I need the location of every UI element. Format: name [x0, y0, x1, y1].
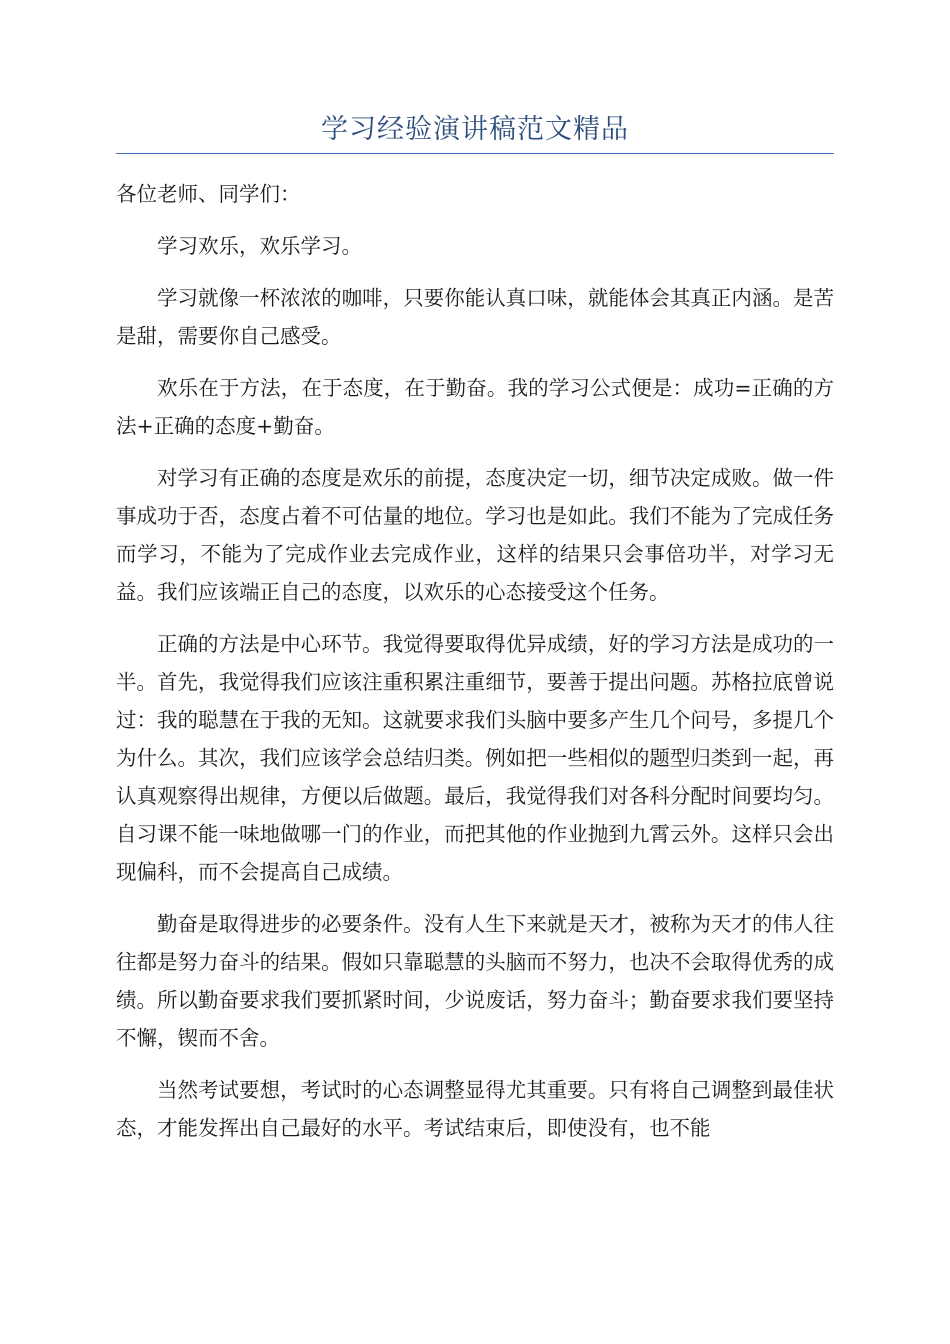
document-title: 学习经验演讲稿范文精品: [321, 114, 629, 145]
paragraph-4: 对学习有正确的态度是欢乐的前提，态度决定一切，细节决定成败。做一件事成功于否，态度占着不可估量的地位。学习也是如此。我们不能为了完成任务而学习，不能为了完成作业去完成作业，这样的结果只会事倍功半，对学习无益。我们应该端正自己的态度，以欢乐的心态接受这个任务。: [116, 466, 834, 604]
paragraph-2: 学习就像一杯浓浓的咖啡，只要你能认真口味，就能体会其真正内涵。是苦是甜，需要你自己感受。: [116, 286, 834, 348]
paragraph-3: 欢乐在于方法，在于态度，在于勤奋。我的学习公式便是：成功=正确的方法+正确的态度+勤奋。: [116, 376, 834, 438]
paragraph-1: 学习欢乐，欢乐学习。: [157, 234, 362, 258]
paragraph-6: 勤奋是取得进步的必要条件。没有人生下来就是天才，被称为天才的伟人往往都是努力奋斗的结果。假如只靠聪慧的头脑而不努力，也决不会取得优秀的成绩。所以勤奋要求我们要抓紧时间，少说废话，努力奋斗；勤奋要求我们要坚持不懈，锲而不舍。: [116, 912, 834, 1050]
title-divider: [116, 153, 834, 154]
salutation: 各位老师、同学们：: [116, 182, 301, 206]
paragraph-5: 正确的方法是中心环节。我觉得要取得优异成绩，好的学习方法是成功的一半。首先，我觉得我们应该注重积累注重细节，要善于提出问题。苏格拉底曾说过：我的聪慧在于我的无知。这就要求我们头脑中要多产生几个问号，多提几个为什么。其次，我们应该学会总结归类。例如把一些相似的题型归类到一起，再认真观察得出规律，方便以后做题。最后，我觉得我们对各科分配时间要均匀。自习课不能一味地做哪一门的作业，而把其他的作业抛到九霄云外。这样只会出现偏科，而不会提高自己成绩。: [116, 632, 834, 884]
document-body: [116, 175, 834, 1161]
paragraph-7: 当然考试要想，考试时的心态调整显得尤其重要。只有将自己调整到最佳状态，才能发挥出自己最好的水平。考试结束后，即使没有，也不能: [116, 1078, 834, 1140]
